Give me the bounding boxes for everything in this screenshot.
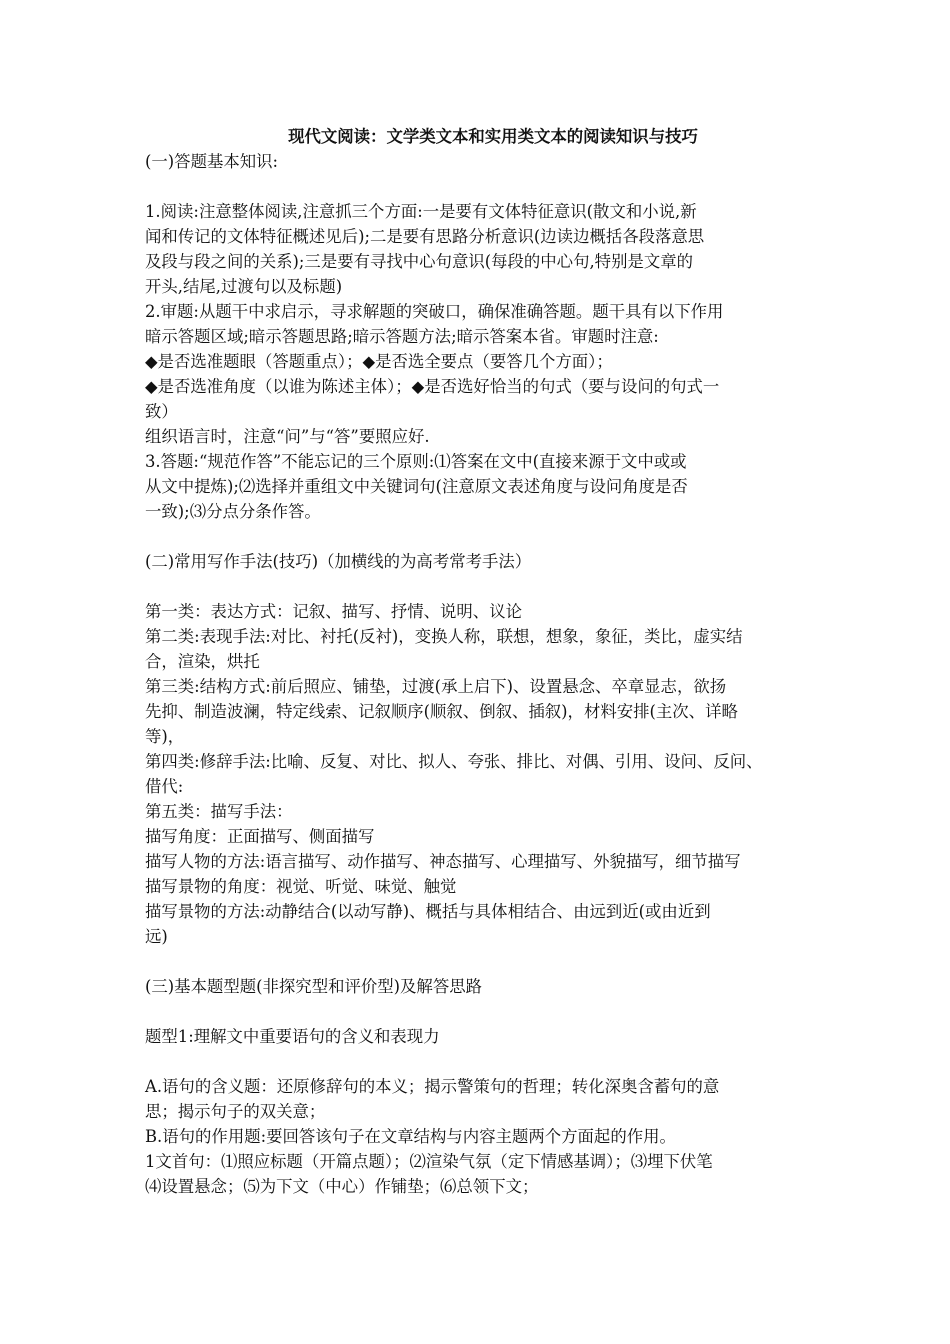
text-line: 描写角度：正面描写、侧面描写 bbox=[145, 827, 375, 846]
text-line: 开头,结尾,过渡句以及标题) bbox=[145, 277, 343, 296]
blank-line bbox=[145, 574, 813, 599]
blank-line bbox=[145, 999, 813, 1024]
text-line: 一致);⑶分点分条作答。 bbox=[145, 502, 321, 521]
document-title: 现代文阅读：文学类文本和实用类文本的阅读知识与技巧 bbox=[288, 127, 698, 146]
text-line: 1.阅读:注意整体阅读,注意抓三个方面:一是要有文体特征意识(散文和小说,新 bbox=[145, 202, 697, 221]
text-line: 第四类:修辞手法:比喻、反复、对比、拟人、夸张、排比、对偶、引用、设问、反问、 bbox=[145, 752, 763, 771]
text-line: 组织语言时，注意“问”与“答”要照应好. bbox=[145, 427, 430, 446]
text-line: ◆是否选准题眼（答题重点）；◆是否选全要点（要答几个方面）； bbox=[145, 352, 613, 371]
text-line: 暗示答题区域;暗示答题思路;暗示答题方法;暗示答案本省。审题时注意: bbox=[145, 327, 659, 346]
text-line: 3.答题:“规范作答”不能忘记的三个原则:⑴答案在文中(直接来源于文中或或 bbox=[145, 452, 687, 471]
text-line: 描写景物的方法:动静结合(以动写静)、概括与具体相结合、由远到近(或由近到 bbox=[145, 902, 711, 921]
document-body bbox=[145, 149, 813, 1199]
text-line: 远) bbox=[145, 927, 168, 946]
text-line: 第三类:结构方式:前后照应、铺垫，过渡(承上启下)、设置悬念、卒章显志，欲扬 bbox=[145, 677, 727, 696]
text-line: 题型1:理解文中重要语句的含义和表现力 bbox=[145, 1027, 440, 1046]
text-line: (三)基本题型题(非探究型和评价型)及解答思路 bbox=[145, 977, 482, 996]
text-line: 描写景物的角度：视觉、听觉、味觉、触觉 bbox=[145, 877, 457, 896]
text-line: 描写人物的方法:语言描写、动作描写、神态描写、心理描写、外貌描写，细节描写 bbox=[145, 852, 741, 871]
text-line: 先抑、制造波澜，特定线索、记叙顺序(顺叙、倒叙、插叙)，材料安排(主次、详略 bbox=[145, 702, 738, 721]
document-page bbox=[145, 124, 813, 1199]
text-line: B.语句的作用题:要回答该句子在文章结构与内容主题两个方面起的作用。 bbox=[145, 1127, 676, 1146]
text-line: A.语句的含义题：还原修辞句的本义；揭示警策句的哲理；转化深奥含蓄句的意 bbox=[145, 1077, 720, 1096]
text-line: 第五类：描写手法： bbox=[145, 802, 293, 821]
text-line: (二)常用写作手法(技巧)（加横线的为高考常考手法） bbox=[145, 552, 532, 571]
text-line: 等)， bbox=[145, 727, 185, 746]
text-line: 思；揭示句子的双关意； bbox=[145, 1102, 326, 1121]
text-line: 合，渲染，烘托 bbox=[145, 652, 260, 671]
blank-line bbox=[145, 1049, 813, 1074]
blank-line bbox=[145, 174, 813, 199]
text-line: (一)答题基本知识: bbox=[145, 152, 279, 171]
text-line: 闻和传记的文体特征概述见后);二是要有思路分析意识(边读边概括各段落意思 bbox=[145, 227, 705, 246]
text-line: ⑷设置悬念；⑸为下文（中心）作铺垫；⑹总领下文； bbox=[145, 1177, 539, 1196]
text-line: 第二类:表现手法:对比、衬托(反衬)，变换人称，联想，想象，象征，类比，虚实结 bbox=[145, 627, 743, 646]
blank-line bbox=[145, 949, 813, 974]
text-line: 从文中提炼);⑵选择并重组文中关键词句(注意原文表述角度与设问角度是否 bbox=[145, 477, 688, 496]
text-line: ◆是否选准角度（以谁为陈述主体）；◆是否选好恰当的句式（要与设问的句式一 bbox=[145, 377, 720, 396]
blank-line bbox=[145, 524, 813, 549]
text-line: 借代: bbox=[145, 777, 184, 796]
text-line: 1文首句：⑴照应标题（开篇点题）；⑵渲染气氛（定下情感基调）；⑶埋下伏笔 bbox=[145, 1152, 713, 1171]
text-line: 致） bbox=[145, 402, 178, 421]
text-line: 2.审题:从题干中求启示，寻求解题的突破口，确保准确答题。题干具有以下作用 bbox=[145, 302, 724, 321]
text-line: 及段与段之间的关系);三是要有寻找中心句意识(每段的中心句,特别是文章的 bbox=[145, 252, 694, 271]
text-line: 第一类：表达方式：记叙、描写、抒情、说明、议论 bbox=[145, 602, 522, 621]
